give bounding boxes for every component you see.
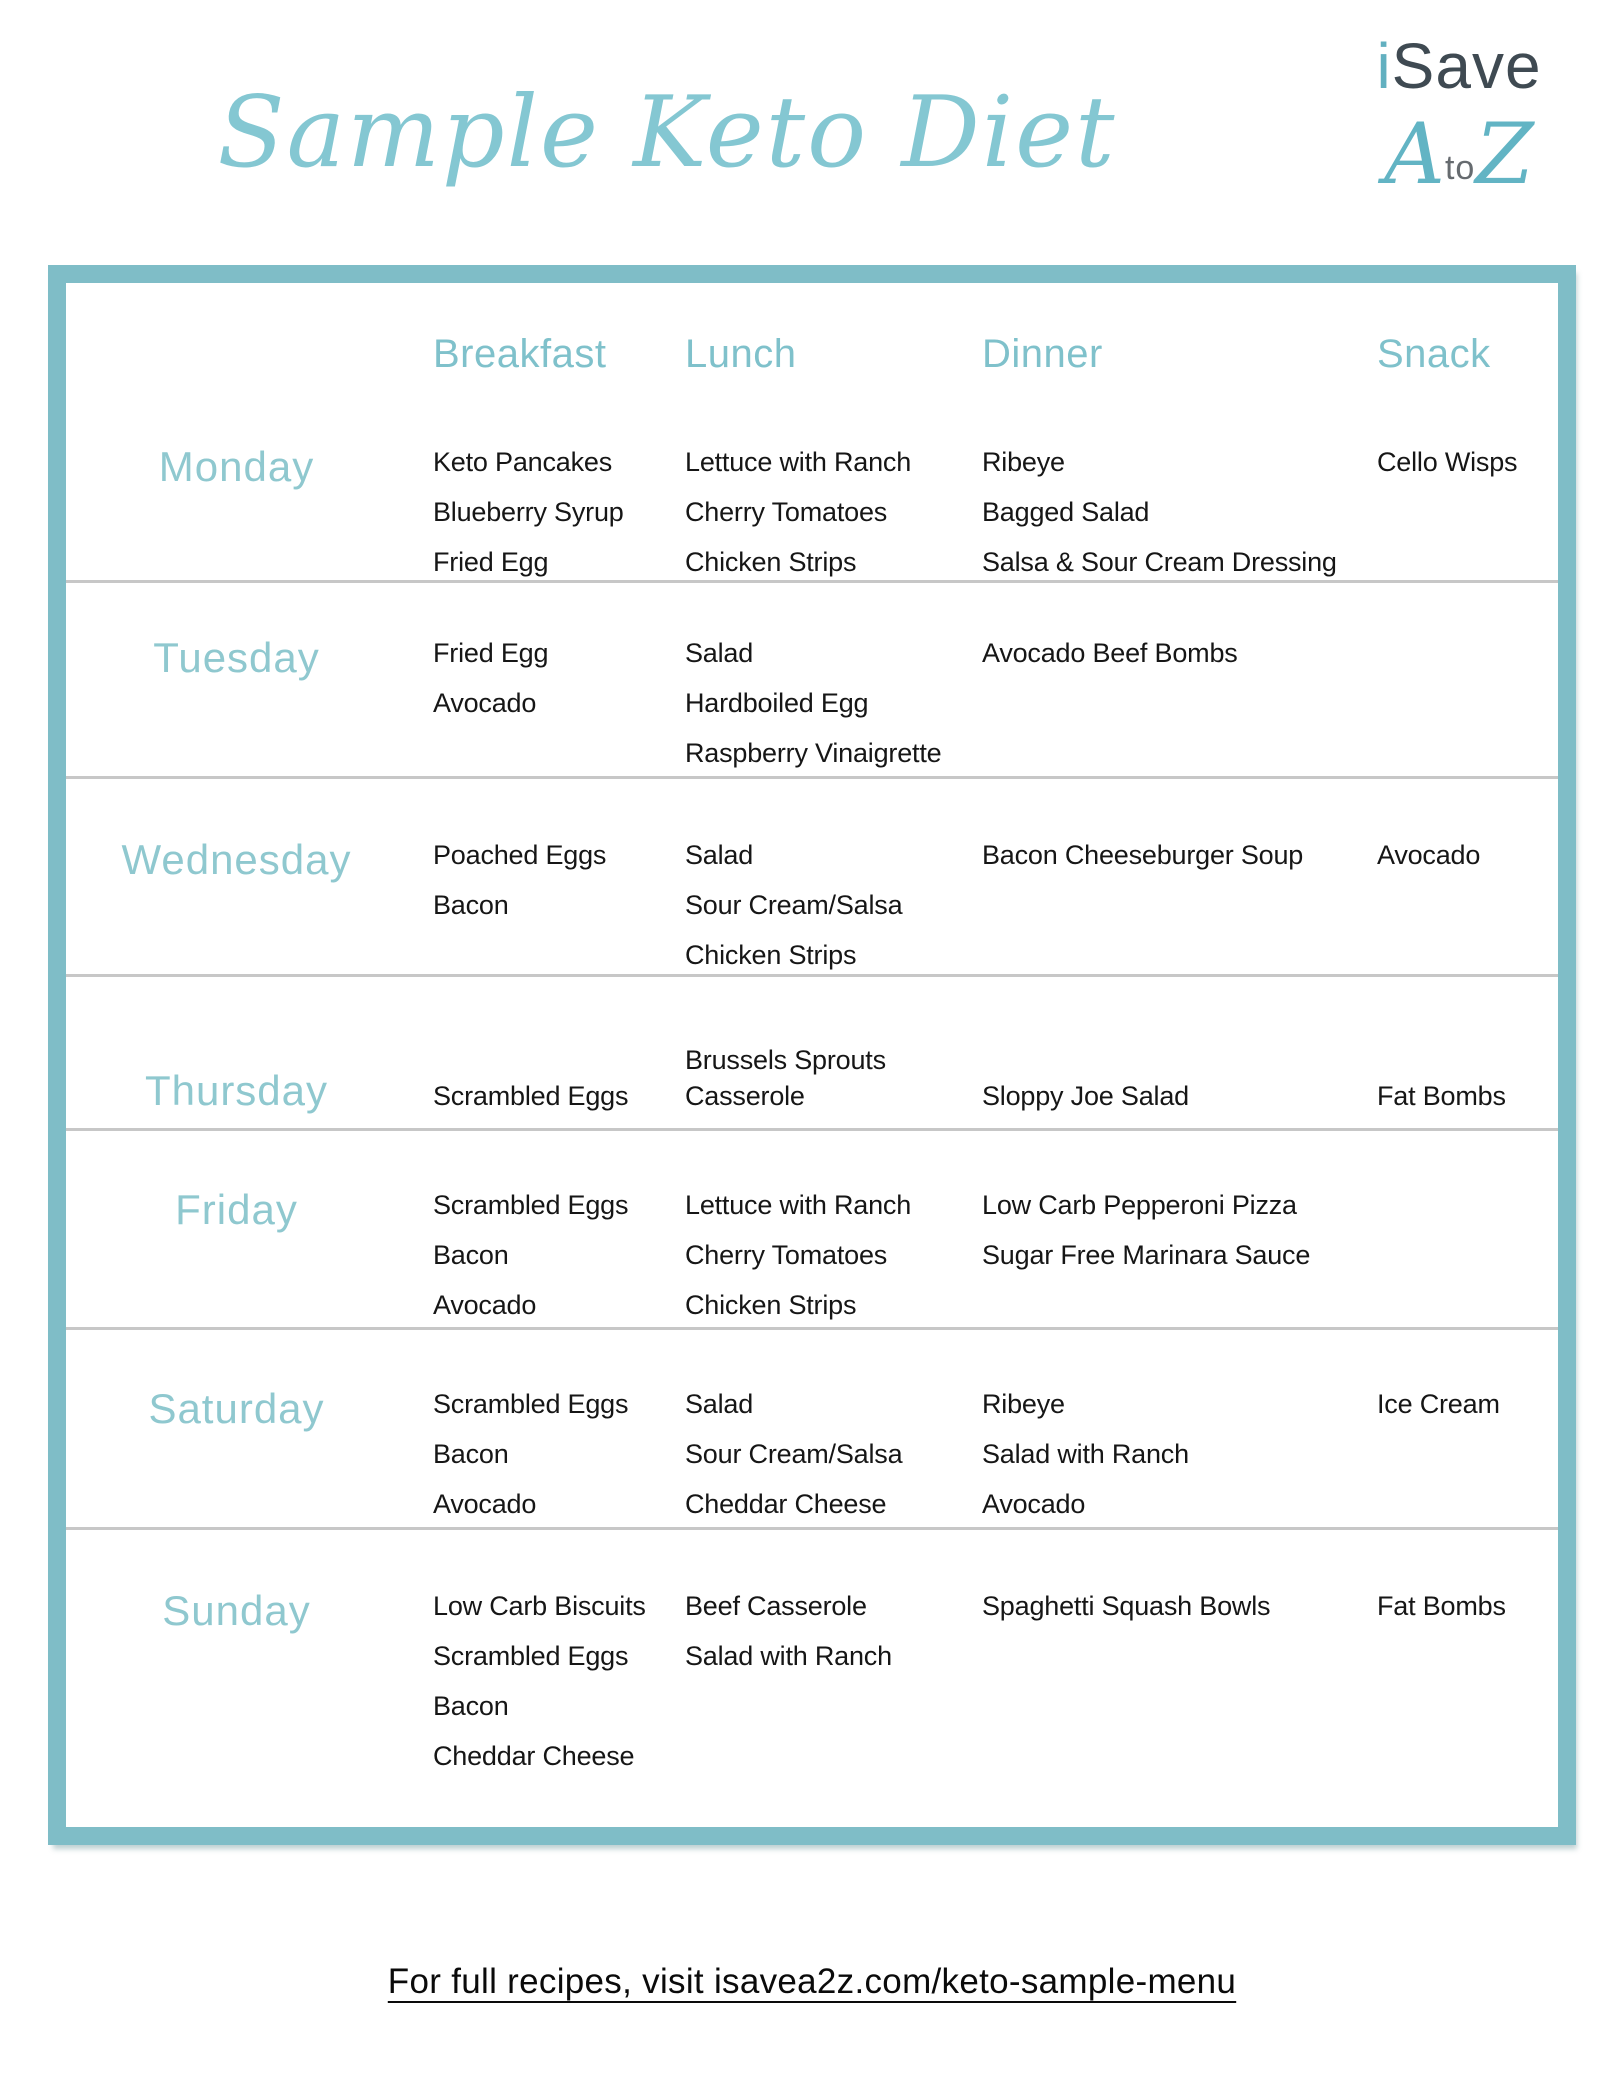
day-label-cell xyxy=(66,1588,433,1634)
meal-cell-dinner xyxy=(982,635,1377,671)
meal-item: Ribeye xyxy=(982,1389,1065,1419)
meal-cell-snack xyxy=(1377,1078,1558,1114)
table-row-sunday xyxy=(66,1530,1558,1827)
meal-cell-breakfast xyxy=(433,635,685,721)
meal-cell-lunch xyxy=(685,1386,982,1522)
column-header-lunch: Lunch xyxy=(685,332,797,376)
meal-item: Fried Egg xyxy=(433,547,549,577)
meal-item: Low Carb Biscuits xyxy=(433,1591,646,1621)
title-area xyxy=(0,0,1294,265)
meal-item: Bagged Salad xyxy=(982,497,1150,527)
day-label: Thursday xyxy=(144,1067,329,1114)
meal-cell-lunch xyxy=(685,1042,982,1114)
day-label: Friday xyxy=(175,1186,298,1233)
meal-cell-lunch xyxy=(685,635,982,771)
meal-item: Avocado xyxy=(433,1489,537,1519)
meal-item: Cheddar Cheese xyxy=(433,1741,635,1771)
meal-item: Poached Eggs xyxy=(433,840,607,870)
meal-cell-breakfast xyxy=(433,1078,685,1114)
day-label: Tuesday xyxy=(153,634,320,681)
meal-item: Avocado xyxy=(982,1489,1086,1519)
meal-plan-table xyxy=(48,265,1576,1845)
meal-item: Keto Pancakes xyxy=(433,447,613,477)
meal-item: Scrambled Eggs xyxy=(433,1081,629,1111)
table-row-tuesday xyxy=(66,583,1558,779)
table-row-thursday xyxy=(66,977,1558,1131)
brand-logo-a-to-z xyxy=(1294,105,1624,214)
day-label-cell xyxy=(66,1068,433,1114)
meal-item: Salad xyxy=(685,1389,754,1419)
meal-item: Lettuce with Ranch xyxy=(685,447,912,477)
table-row-wednesday xyxy=(66,779,1558,977)
day-label: Wednesday xyxy=(121,836,352,883)
meal-cell-lunch xyxy=(685,1187,982,1323)
meal-cell-dinner xyxy=(982,1386,1377,1522)
meal-cell-breakfast xyxy=(433,1187,685,1323)
meal-item: Scrambled Eggs xyxy=(433,1389,629,1419)
meal-item: Cherry Tomatoes xyxy=(685,1240,888,1270)
meal-item: Salad xyxy=(685,638,754,668)
brand-logo xyxy=(1294,0,1624,265)
meal-cell-dinner xyxy=(982,1187,1377,1273)
meal-item: Lettuce with Ranch xyxy=(685,1190,912,1220)
day-label: Monday xyxy=(158,443,315,490)
logo-letter-a: A xyxy=(1384,105,1445,203)
meal-item: Sour Cream/Salsa xyxy=(685,890,903,920)
document-header xyxy=(0,0,1624,265)
table-row-monday xyxy=(66,420,1558,583)
meal-cell-snack xyxy=(1377,1588,1558,1624)
meal-item: Cherry Tomatoes xyxy=(685,497,888,527)
day-label-cell xyxy=(66,1187,433,1233)
meal-cell-dinner xyxy=(982,1078,1377,1114)
column-header-dinner: Dinner xyxy=(982,332,1103,376)
brand-logo-wordmark xyxy=(1294,30,1624,102)
meal-item: Bacon xyxy=(433,1439,509,1469)
day-label: Sunday xyxy=(162,1587,311,1634)
meal-item: Spaghetti Squash Bowls xyxy=(982,1591,1271,1621)
meal-item: Sugar Free Marinara Sauce xyxy=(982,1240,1311,1270)
meal-cell-snack xyxy=(1377,837,1558,873)
meal-item: Cheddar Cheese xyxy=(685,1489,887,1519)
meal-item: Low Carb Pepperoni Pizza xyxy=(982,1190,1297,1220)
meal-item: Bacon xyxy=(433,1691,509,1721)
table-header-row xyxy=(66,283,1558,420)
meal-item: Salad xyxy=(685,840,754,870)
day-label-cell xyxy=(66,837,433,883)
meal-item: Scrambled Eggs xyxy=(433,1641,629,1671)
logo-letter-z: Z xyxy=(1475,105,1534,203)
meal-cell-dinner xyxy=(982,837,1377,873)
meal-cell-lunch xyxy=(685,837,982,973)
logo-word-save: Save xyxy=(1391,30,1542,102)
meal-cell-breakfast xyxy=(433,1588,685,1774)
meal-cell-lunch xyxy=(685,444,982,580)
meal-item: Ribeye xyxy=(982,447,1065,477)
meal-item: Bacon xyxy=(433,890,509,920)
meal-item: Avocado xyxy=(433,688,537,718)
meal-cell-snack xyxy=(1377,444,1558,480)
meal-item: Chicken Strips xyxy=(685,547,857,577)
meal-cell-breakfast xyxy=(433,837,685,923)
meal-item: Bacon xyxy=(433,1240,509,1270)
meal-item: Fat Bombs xyxy=(1377,1081,1506,1111)
page-title: Sample Keto Diet xyxy=(217,75,1117,190)
meal-cell-lunch xyxy=(685,1588,982,1674)
meal-item: Avocado xyxy=(1377,840,1481,870)
logo-word-to: to xyxy=(1444,149,1476,187)
meal-item: Raspberry Vinaigrette xyxy=(685,738,942,768)
meal-item: Chicken Strips xyxy=(685,1290,857,1320)
meal-item: Sloppy Joe Salad xyxy=(982,1081,1189,1111)
day-label: Saturday xyxy=(148,1385,325,1432)
day-label-cell xyxy=(66,635,433,681)
recipes-link[interactable]: For full recipes, visit isavea2z.com/keto-sample-menu xyxy=(387,1962,1237,2001)
meal-cell-breakfast xyxy=(433,444,685,580)
day-label-cell xyxy=(66,444,433,490)
meal-cell-dinner xyxy=(982,1588,1377,1624)
meal-item: Fried Egg xyxy=(433,638,549,668)
meal-item: Avocado Beef Bombs xyxy=(982,638,1238,668)
meal-cell-snack xyxy=(1377,1386,1558,1422)
logo-letter-i: i xyxy=(1376,30,1392,102)
meal-item: Cello Wisps xyxy=(1377,447,1518,477)
meal-item: Salad with Ranch xyxy=(982,1439,1189,1469)
meal-item: Brussels Sprouts Casserole xyxy=(685,1045,886,1111)
meal-item: Sour Cream/Salsa xyxy=(685,1439,903,1469)
column-header-breakfast: Breakfast xyxy=(433,332,607,376)
meal-item: Blueberry Syrup xyxy=(433,497,624,527)
document-footer xyxy=(0,1962,1624,2002)
table-row-friday xyxy=(66,1131,1558,1330)
meal-item: Avocado xyxy=(433,1290,537,1320)
column-header-snack: Snack xyxy=(1377,332,1491,376)
meal-item: Chicken Strips xyxy=(685,940,857,970)
meal-cell-dinner xyxy=(982,444,1377,580)
meal-item: Bacon Cheeseburger Soup xyxy=(982,840,1304,870)
meal-item: Beef Casserole xyxy=(685,1591,867,1621)
meal-item: Salad with Ranch xyxy=(685,1641,892,1671)
table-row-saturday xyxy=(66,1330,1558,1530)
meal-item: Salsa & Sour Cream Dressing xyxy=(982,547,1337,577)
meal-item: Fat Bombs xyxy=(1377,1591,1506,1621)
meal-item: Scrambled Eggs xyxy=(433,1190,629,1220)
meal-item: Ice Cream xyxy=(1377,1389,1500,1419)
day-label-cell xyxy=(66,1386,433,1432)
meal-item: Hardboiled Egg xyxy=(685,688,869,718)
meal-cell-breakfast xyxy=(433,1386,685,1522)
